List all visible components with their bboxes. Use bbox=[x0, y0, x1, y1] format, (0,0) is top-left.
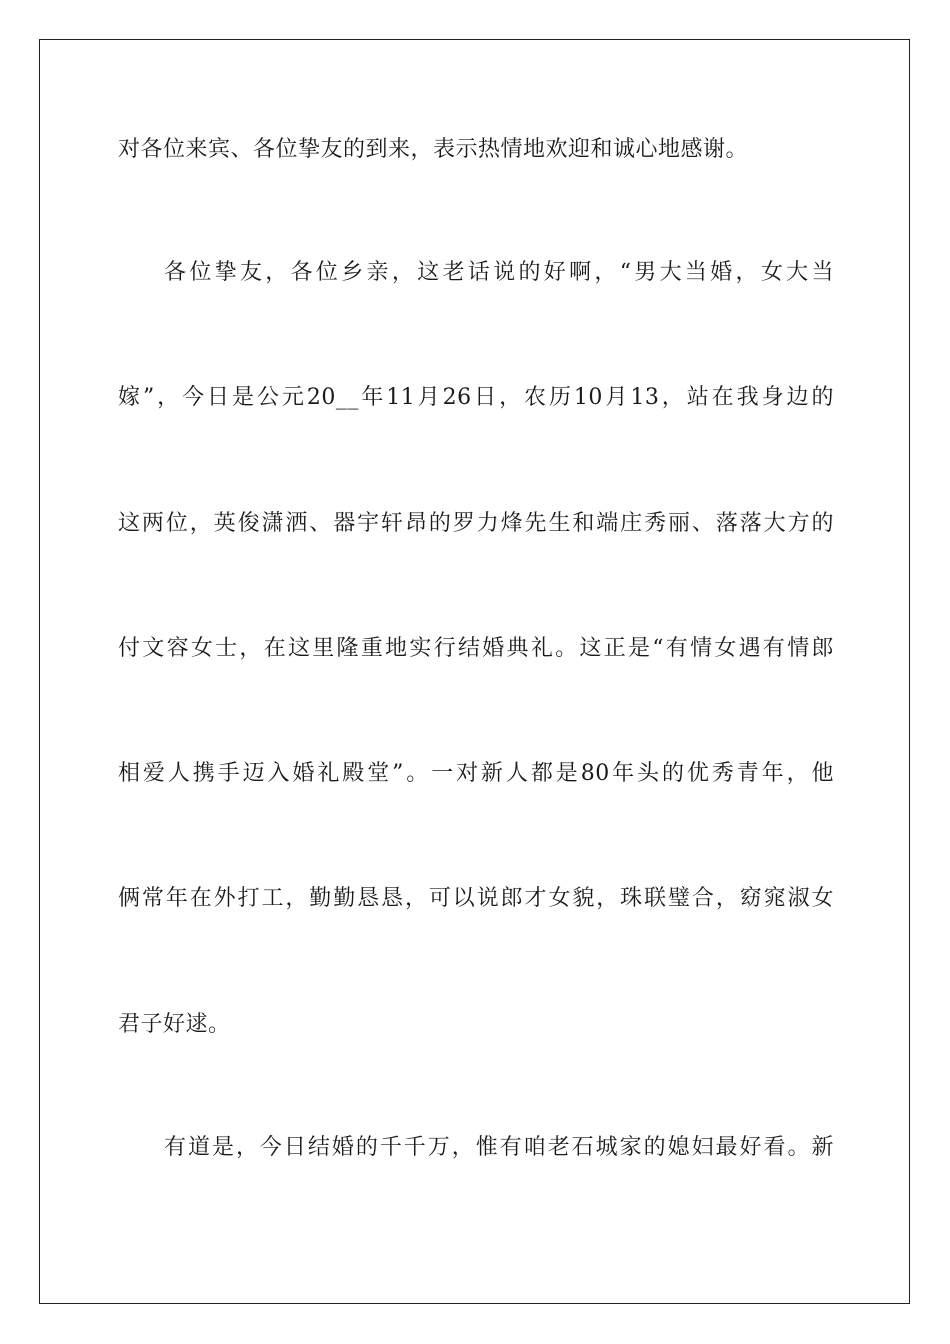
paragraph-start-line: 各位挚友，各位乡亲，这老话说的好啊，“男大当婚，女大当 bbox=[164, 260, 834, 285]
text-line-1: 对各位来宾、各位挚友的到来，表示热情地欢迎和诚心地感谢。 bbox=[118, 137, 749, 162]
text-line-6: 相爱人携手迈入婚礼殿堂”。一对新人都是80年头的优秀青年，他 bbox=[118, 761, 834, 786]
text-line-5: 付文容女士，在这里隆重地实行结婚典礼。这正是“有情女遇有情郎 bbox=[118, 636, 834, 661]
text-line-7: 俩常年在外打工，勤勤恳恳，可以说郎才女貌，珠联璧合，窈窕淑女 bbox=[118, 886, 834, 911]
text-line-3: 嫁”，今日是公元20__年11月26日，农历10月13，站在我身边的 bbox=[118, 385, 834, 410]
text-line-4: 这两位，英俊潇洒、器宇轩昂的罗力烽先生和端庄秀丽、落落大方的 bbox=[118, 511, 834, 536]
page-border bbox=[39, 39, 910, 1304]
text-line-8: 君子好逑。 bbox=[118, 1012, 231, 1037]
paragraph-start-line-2: 有道是，今日结婚的千千万，惟有咱老石城家的媳妇最好看。新 bbox=[164, 1135, 834, 1160]
